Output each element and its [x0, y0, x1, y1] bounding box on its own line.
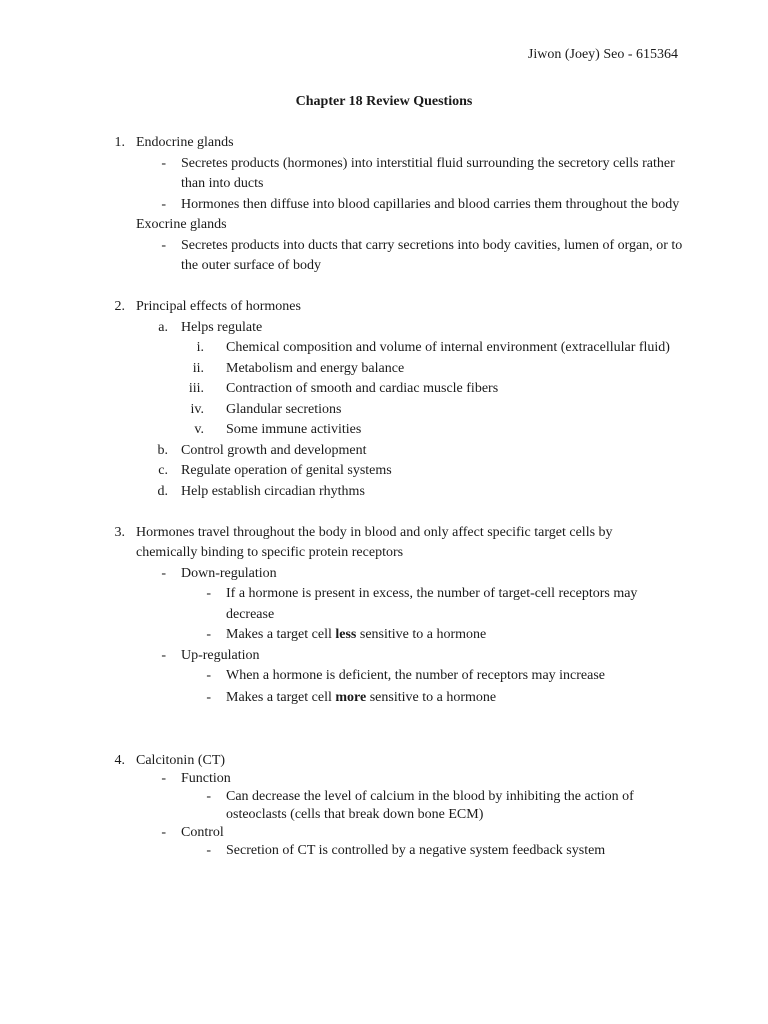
bullet-text: Up-regulation	[181, 647, 260, 663]
q4-item	[0, 752, 768, 770]
list-item-text: Hormones travel throughout the body in blood and only affect specific target cells by chemically binding to specific protein receptors	[136, 524, 613, 560]
bullet-text: Makes a target cell less sensitive to a hormone	[226, 627, 487, 642]
bullet-text: If a hormone is present in excess, the number of target-cell receptors may decrease	[226, 586, 638, 622]
q3-up-label	[0, 646, 768, 667]
list-number: 2.	[114, 299, 125, 314]
q2-sub-item	[0, 441, 768, 462]
list-number: 3.	[114, 524, 125, 540]
list-number: 4.	[114, 753, 125, 768]
bullet-dash: -	[206, 689, 211, 705]
list-item-text: Exocrine glands	[136, 217, 227, 232]
list-item-text: Calcitonin (CT)	[136, 753, 226, 768]
q2-sub-item	[0, 482, 768, 503]
bullet-dash: -	[161, 825, 166, 840]
q2-roman-item	[0, 379, 768, 400]
bullet-dash: -	[206, 586, 211, 601]
list-item-text: Endocrine glands	[136, 135, 234, 150]
list-letter: a.	[158, 319, 168, 335]
q3-down-point	[0, 584, 768, 625]
bullet-text: Control	[181, 825, 224, 840]
page-title: Chapter 18 Review Questions	[295, 94, 473, 109]
bullet-dash: -	[161, 565, 166, 581]
q4-function-label	[0, 770, 768, 788]
list-letter: c.	[158, 463, 168, 478]
bullet-text: Down-regulation	[181, 565, 277, 581]
bullet-dash: -	[161, 647, 166, 663]
list-letter: b.	[157, 442, 168, 458]
list-item-text: Control growth and development	[181, 442, 367, 458]
q1-exocrine-point	[0, 236, 768, 277]
q1-endocrine-point	[0, 195, 768, 216]
q1-endocrine-item	[0, 133, 768, 154]
q4-control-point	[0, 842, 768, 860]
bullet-dash: -	[206, 627, 211, 642]
q4-function-point	[0, 788, 768, 824]
q2-roman-item	[0, 338, 768, 359]
q2-roman-item	[0, 420, 768, 441]
bullet-dash: -	[161, 237, 166, 253]
bullet-text: Secretion of CT is controlled by a negative system feedback system	[226, 843, 606, 858]
bullet-text: When a hormone is deficient, the number of receptors may increase	[226, 668, 606, 683]
q3-item	[0, 523, 768, 564]
q3-down-point	[0, 625, 768, 646]
list-item-text: Glandular secretions	[226, 401, 342, 417]
bullet-dash: -	[206, 789, 211, 804]
emphasis-text: more	[335, 689, 367, 705]
list-item-text: Help establish circadian rhythms	[181, 483, 365, 499]
q2-sub-item	[0, 318, 768, 339]
bullet-dash: -	[206, 843, 211, 858]
q2-roman-item	[0, 359, 768, 380]
q2-item	[0, 297, 768, 318]
list-item-text: Helps regulate	[181, 319, 263, 335]
document-body	[0, 133, 768, 860]
bullet-dash: -	[161, 771, 166, 786]
bullet-text: Makes a target cell more sensitive to a hormone	[226, 689, 497, 705]
list-roman: ii.	[192, 360, 204, 376]
list-item-text: Principal effects of hormones	[136, 299, 301, 314]
bullet-text: Can decrease the level of calcium in the blood by inhibiting the action of osteoclasts (cells that break down bone ECM)	[226, 789, 634, 822]
q1-endocrine-point	[0, 154, 768, 195]
list-roman: iii.	[188, 381, 204, 396]
author-header: Jiwon (Joey) Seo - 615364	[527, 47, 678, 62]
bullet-text: Secretes products (hormones) into interstitial fluid surrounding the secretory cells rather than into ducts	[181, 155, 675, 191]
bullet-dash: -	[161, 155, 166, 171]
emphasis-text: less	[335, 627, 357, 642]
q3-down-label	[0, 564, 768, 585]
list-roman: i.	[196, 340, 204, 355]
list-roman: iv.	[190, 401, 204, 417]
bullet-text: Function	[181, 771, 231, 786]
list-item-text: Metabolism and energy balance	[226, 360, 405, 376]
q1-exocrine-item	[0, 215, 768, 236]
list-letter: d.	[157, 483, 168, 499]
list-item-text: Chemical composition and volume of internal environment (extracellular fluid)	[226, 340, 670, 355]
bullet-text: Secretes products into ducts that carry secretions into body cavities, lumen of organ, or to the outer surface of body	[181, 237, 683, 273]
bullet-dash: -	[161, 196, 166, 212]
q2-roman-item	[0, 400, 768, 421]
list-item-text: Regulate operation of genital systems	[181, 463, 392, 478]
list-number: 1.	[114, 135, 125, 150]
bullet-dash: -	[206, 668, 211, 683]
list-item-text: Some immune activities	[226, 422, 362, 437]
list-roman: v.	[194, 422, 204, 437]
bullet-text: Hormones then diffuse into blood capillaries and blood carries them throughout the body	[181, 196, 680, 212]
list-item-text: Contraction of smooth and cardiac muscle fibers	[226, 381, 499, 396]
q3-up-point	[0, 666, 768, 687]
q2-sub-item	[0, 461, 768, 482]
q4-control-label	[0, 824, 768, 842]
q3-up-point	[0, 688, 768, 709]
